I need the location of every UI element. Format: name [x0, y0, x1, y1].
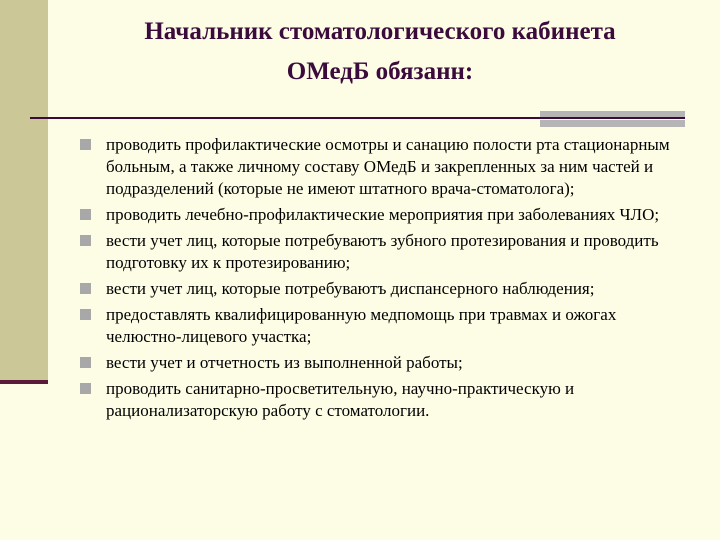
title-rule	[30, 117, 685, 119]
list-item-text: предоставлять квалифицированную медпомощь при травмах и ожогах челюстно-лицевого участка;	[106, 305, 617, 346]
slide-title-line-1: Начальник стоматологического кабинета	[144, 18, 616, 45]
list-item-text: проводить профилактические осмотры и санацию полости рта стационарным больным, а также личному составу ОМедБ и закрепленных за ним частей и подразделений (которые не имеют штатного врача-стоматолога);	[106, 135, 670, 198]
list-item-text: вести учет лиц, которые потребуваютъ зубного протезирования и проводить подготовку их к протезированию;	[106, 231, 659, 272]
list-item	[80, 204, 690, 226]
slide-title	[60, 12, 700, 92]
square-bullet-icon	[80, 309, 91, 320]
square-bullet-icon	[80, 283, 91, 294]
list-item-text: проводить лечебно-профилактические мероприятия при заболеваниях ЧЛО;	[106, 205, 660, 224]
duties-list	[80, 134, 690, 426]
slide-title-line-2: ОМедБ обязанн:	[286, 58, 474, 85]
square-bullet-icon	[80, 235, 91, 246]
list-item	[80, 230, 690, 274]
list-item-text: проводить санитарно-просветительную, научно-практическую и рационализаторскую работу с стоматологии.	[106, 379, 575, 420]
left-decorative-band	[0, 0, 48, 382]
list-item-text: вести учет лиц, которые потребуваютъ диспансерного наблюдения;	[106, 279, 595, 298]
square-bullet-icon	[80, 139, 91, 150]
list-item-text: вести учет и отчетность из выполненной работы;	[106, 353, 463, 372]
list-item	[80, 278, 690, 300]
list-item	[80, 378, 690, 422]
square-bullet-icon	[80, 383, 91, 394]
list-item	[80, 352, 690, 374]
list-item	[80, 134, 690, 200]
left-band-underline	[0, 380, 48, 384]
list-item	[80, 304, 690, 348]
square-bullet-icon	[80, 357, 91, 368]
title-rule-accent-lower	[540, 120, 685, 127]
square-bullet-icon	[80, 209, 91, 220]
